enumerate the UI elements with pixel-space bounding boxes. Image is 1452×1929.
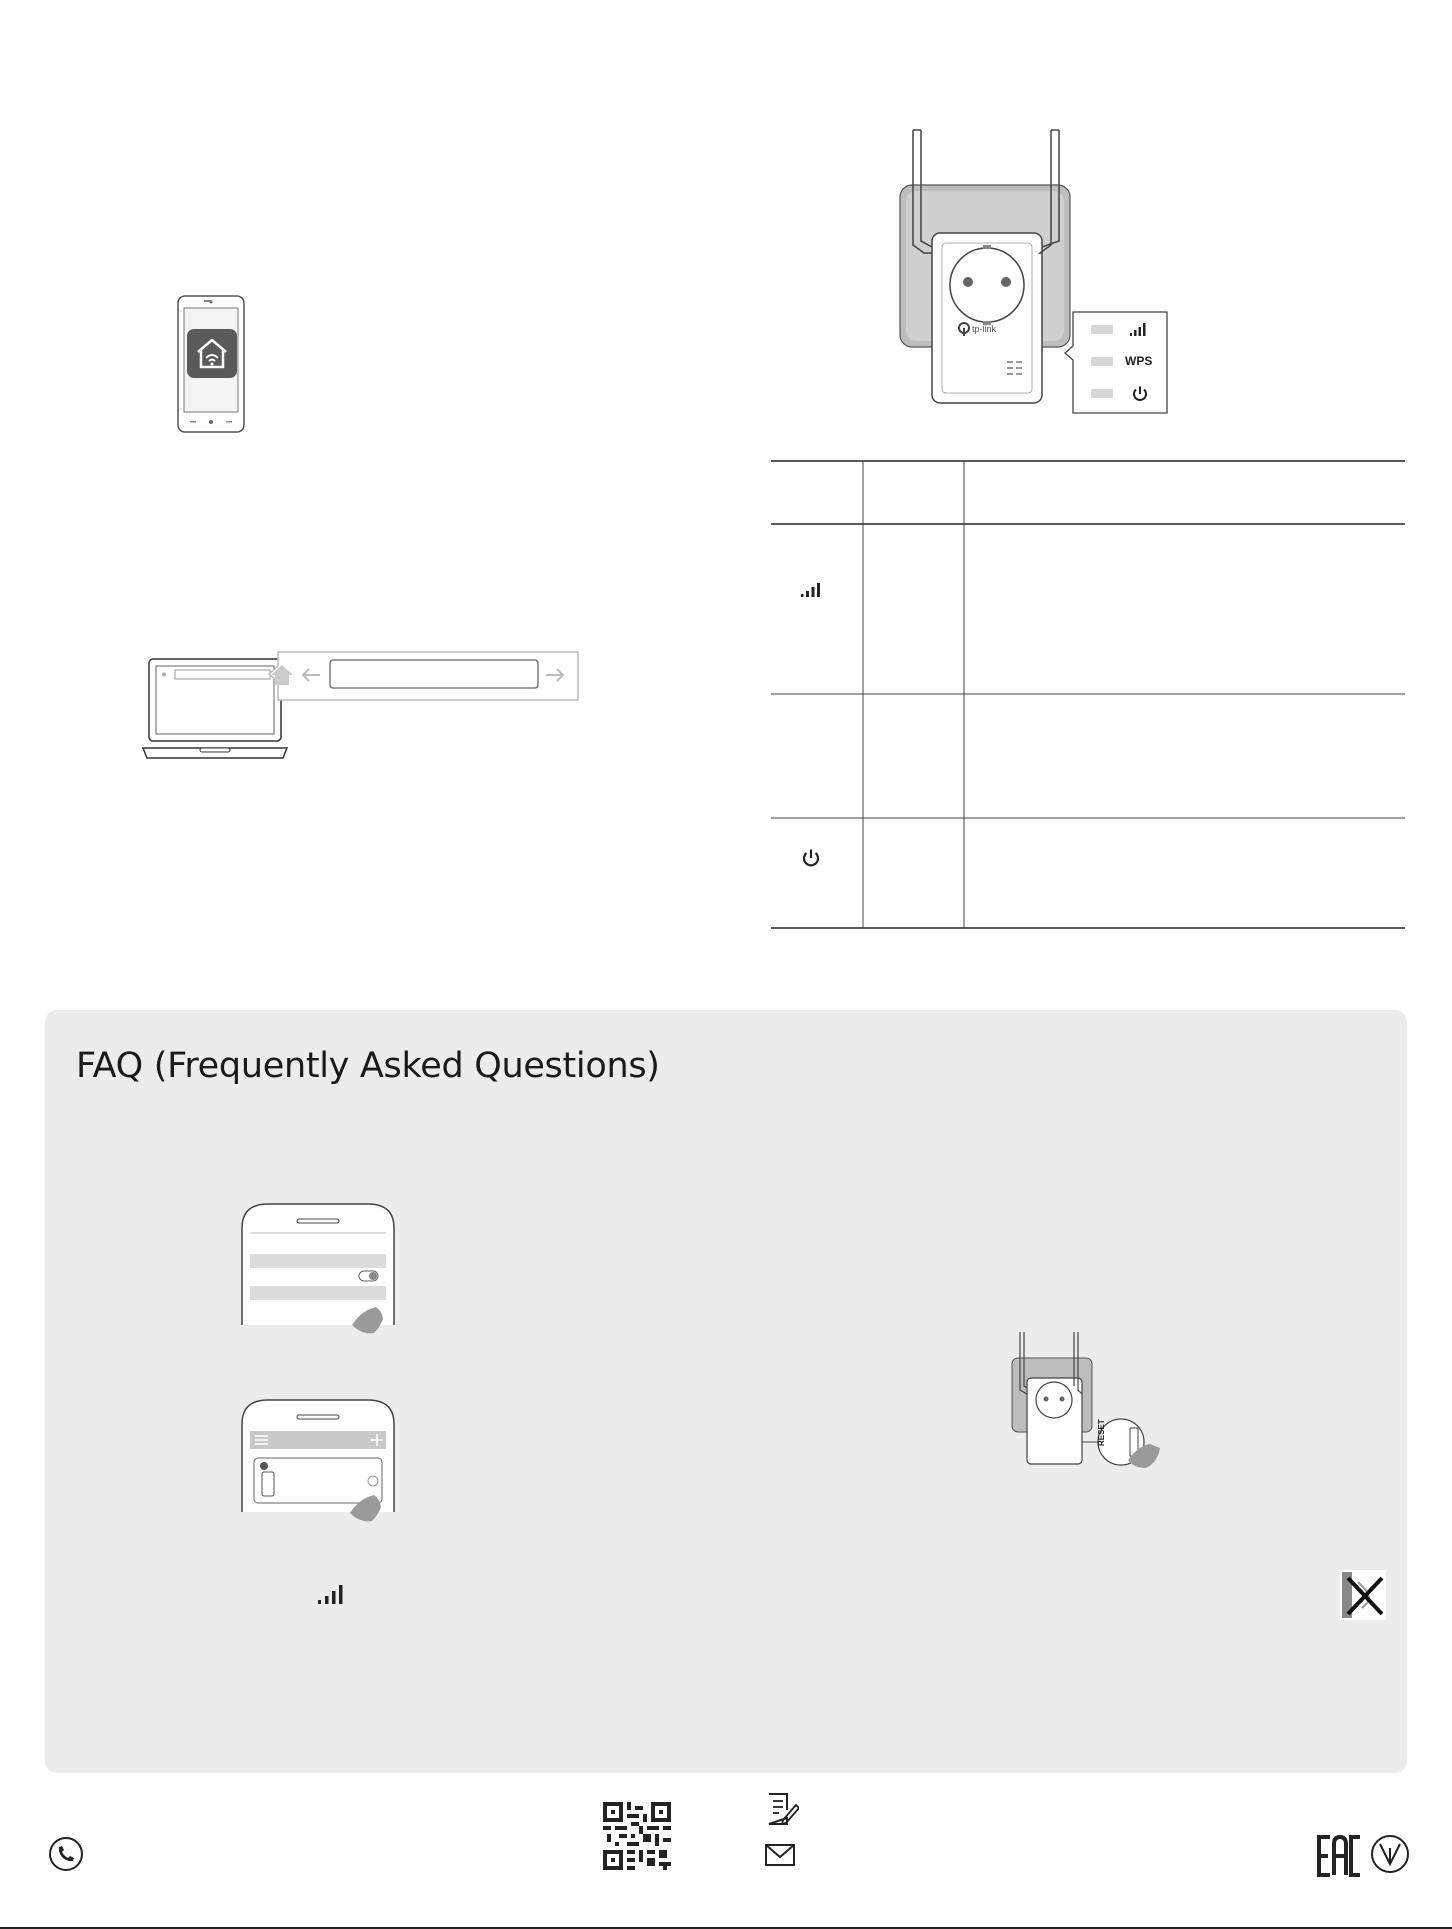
faq-section xyxy=(45,1010,1407,1773)
power-icon xyxy=(1131,385,1149,403)
brand-logo xyxy=(958,321,1038,337)
home-wifi-app-icon xyxy=(187,329,237,378)
table-signal-icon xyxy=(800,581,824,598)
led-wps-label: WPS xyxy=(1125,354,1153,368)
home-icon xyxy=(270,663,294,687)
hand-tap-icon xyxy=(350,1305,385,1335)
led-callout-panel xyxy=(1063,310,1171,416)
reset-label: RESET xyxy=(1097,1419,1106,1446)
eac-mark xyxy=(1316,1834,1411,1878)
laptop-browser-illustration xyxy=(142,648,582,763)
edit-document-icon xyxy=(765,1792,799,1826)
extender-reset-illustration xyxy=(1010,1330,1170,1470)
qr-code xyxy=(603,1802,671,1870)
envelope-icon xyxy=(765,1844,795,1866)
table-power-icon xyxy=(801,848,821,868)
faq-title: FAQ (Frequently Asked Questions) xyxy=(76,1046,660,1086)
arrow-left-icon[interactable] xyxy=(301,667,321,683)
signal-bars-icon xyxy=(1129,321,1149,337)
hand-tap-icon-2 xyxy=(348,1493,383,1523)
brand-logo-text: tp-link xyxy=(972,324,997,334)
no-water-icon xyxy=(1340,1570,1386,1620)
faq-signal-icon xyxy=(317,1584,347,1605)
phone-support-icon xyxy=(48,1836,84,1872)
arrow-right-icon[interactable] xyxy=(545,667,565,683)
led-status-table xyxy=(771,460,1405,930)
